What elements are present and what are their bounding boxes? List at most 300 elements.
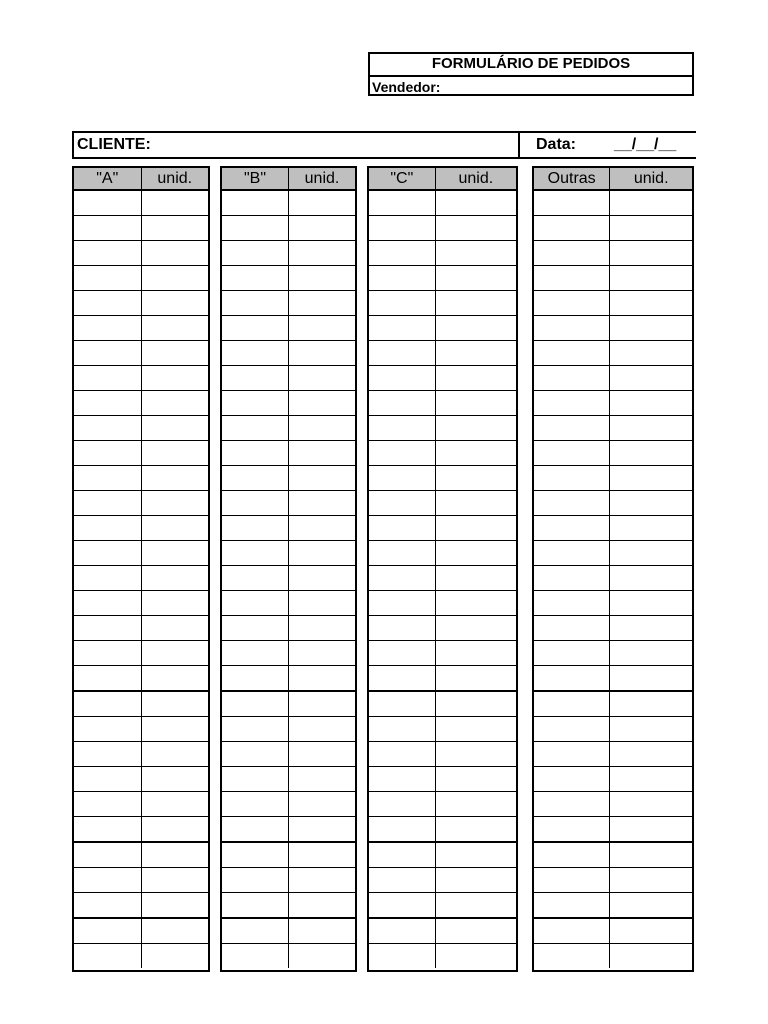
unid-cell[interactable]	[141, 566, 208, 591]
table-row	[534, 366, 692, 391]
unid-cell[interactable]	[141, 366, 208, 391]
unid-cell[interactable]	[610, 391, 692, 416]
unid-cell[interactable]	[610, 742, 692, 767]
unid-cell[interactable]	[435, 868, 516, 893]
table-row	[74, 742, 208, 767]
unid-cell[interactable]	[435, 516, 516, 541]
table-row	[74, 241, 208, 266]
item-cell[interactable]	[74, 717, 141, 742]
group-b	[220, 166, 357, 972]
unid-cell[interactable]	[289, 491, 356, 516]
item-cell[interactable]	[369, 893, 435, 919]
unid-cell[interactable]	[610, 416, 692, 441]
column-header-item: Outras	[534, 168, 610, 190]
unid-cell[interactable]	[610, 944, 692, 969]
item-cell[interactable]	[369, 516, 435, 541]
unid-cell[interactable]	[141, 291, 208, 316]
table-row	[74, 666, 208, 692]
item-cell[interactable]	[534, 893, 610, 919]
item-cell[interactable]	[74, 266, 141, 291]
unid-cell[interactable]	[289, 842, 356, 868]
column-header-unid: unid.	[610, 168, 692, 190]
item-cell[interactable]	[534, 691, 610, 717]
table-row	[222, 466, 355, 491]
unid-cell[interactable]	[435, 566, 516, 591]
item-cell[interactable]	[534, 742, 610, 767]
item-cell[interactable]	[74, 391, 141, 416]
unid-cell[interactable]	[141, 742, 208, 767]
item-cell[interactable]	[222, 291, 289, 316]
unid-cell[interactable]	[289, 466, 356, 491]
table-row	[222, 216, 355, 241]
unid-cell[interactable]	[435, 541, 516, 566]
vendedor-field[interactable]	[370, 77, 692, 98]
item-cell[interactable]	[534, 842, 610, 868]
unid-cell[interactable]	[610, 266, 692, 291]
item-cell[interactable]	[369, 190, 435, 216]
item-cell[interactable]	[534, 241, 610, 266]
unid-cell[interactable]	[289, 516, 356, 541]
unid-cell[interactable]	[141, 416, 208, 441]
item-cell[interactable]	[74, 817, 141, 843]
table-row	[74, 466, 208, 491]
unid-cell[interactable]	[141, 266, 208, 291]
item-cell[interactable]	[74, 666, 141, 692]
item-cell[interactable]	[222, 416, 289, 441]
table-row	[74, 190, 208, 216]
unid-cell[interactable]	[610, 868, 692, 893]
item-cell[interactable]	[222, 767, 289, 792]
unid-cell[interactable]	[610, 641, 692, 666]
item-cell[interactable]	[369, 341, 435, 366]
item-cell[interactable]	[74, 491, 141, 516]
item-cell[interactable]	[74, 566, 141, 591]
item-cell[interactable]	[369, 918, 435, 944]
item-cell[interactable]	[534, 591, 610, 616]
unid-cell[interactable]	[289, 893, 356, 919]
unid-cell[interactable]	[141, 541, 208, 566]
item-cell[interactable]	[369, 717, 435, 742]
item-cell[interactable]	[534, 918, 610, 944]
unid-cell[interactable]	[141, 516, 208, 541]
item-cell[interactable]	[74, 842, 141, 868]
item-cell[interactable]	[222, 190, 289, 216]
item-cell[interactable]	[222, 241, 289, 266]
table-row	[74, 691, 208, 717]
unid-cell[interactable]	[141, 641, 208, 666]
item-cell[interactable]	[222, 491, 289, 516]
table-row	[534, 641, 692, 666]
item-cell[interactable]	[534, 266, 610, 291]
unid-cell[interactable]	[289, 241, 356, 266]
item-cell[interactable]	[222, 316, 289, 341]
table-row	[222, 591, 355, 616]
unid-cell[interactable]	[610, 566, 692, 591]
unid-cell[interactable]	[435, 366, 516, 391]
unid-cell[interactable]	[610, 190, 692, 216]
unid-cell[interactable]	[435, 817, 516, 843]
item-cell[interactable]	[534, 391, 610, 416]
unid-cell[interactable]	[610, 817, 692, 843]
unid-cell[interactable]	[141, 341, 208, 366]
item-cell[interactable]	[369, 441, 435, 466]
item-cell[interactable]	[74, 918, 141, 944]
unid-cell[interactable]	[610, 441, 692, 466]
item-cell[interactable]	[534, 466, 610, 491]
unid-cell[interactable]	[141, 216, 208, 241]
table-header	[222, 168, 355, 190]
unid-cell[interactable]	[610, 918, 692, 944]
item-cell[interactable]	[534, 792, 610, 817]
unid-cell[interactable]	[610, 717, 692, 742]
item-cell[interactable]	[369, 491, 435, 516]
item-cell[interactable]	[369, 366, 435, 391]
unid-cell[interactable]	[435, 792, 516, 817]
unid-cell[interactable]	[289, 918, 356, 944]
item-cell[interactable]	[369, 792, 435, 817]
unid-cell[interactable]	[289, 691, 356, 717]
item-cell[interactable]	[222, 591, 289, 616]
item-cell[interactable]	[74, 441, 141, 466]
item-cell[interactable]	[222, 341, 289, 366]
unid-cell[interactable]	[435, 441, 516, 466]
item-cell[interactable]	[369, 216, 435, 241]
table-row	[369, 868, 516, 893]
item-cell[interactable]	[74, 944, 141, 969]
item-cell[interactable]	[369, 742, 435, 767]
unid-cell[interactable]	[141, 241, 208, 266]
unid-cell[interactable]	[289, 666, 356, 692]
item-cell[interactable]	[534, 717, 610, 742]
table-row	[369, 944, 516, 969]
item-cell[interactable]	[534, 767, 610, 792]
unid-cell[interactable]	[435, 241, 516, 266]
unid-cell[interactable]	[435, 266, 516, 291]
item-cell[interactable]	[369, 666, 435, 692]
unid-cell[interactable]	[289, 416, 356, 441]
unid-cell[interactable]	[141, 491, 208, 516]
item-cell[interactable]	[74, 516, 141, 541]
unid-cell[interactable]	[435, 616, 516, 641]
item-cell[interactable]	[74, 641, 141, 666]
unid-cell[interactable]	[435, 316, 516, 341]
unid-cell[interactable]	[141, 767, 208, 792]
item-cell[interactable]	[369, 266, 435, 291]
table-row	[369, 717, 516, 742]
unid-cell[interactable]	[289, 566, 356, 591]
unid-cell[interactable]	[610, 366, 692, 391]
item-cell[interactable]	[74, 792, 141, 817]
unid-cell[interactable]	[610, 792, 692, 817]
item-cell[interactable]	[369, 566, 435, 591]
unid-cell[interactable]	[141, 391, 208, 416]
item-cell[interactable]	[369, 541, 435, 566]
unid-cell[interactable]	[610, 241, 692, 266]
item-cell[interactable]	[74, 742, 141, 767]
table-row	[74, 541, 208, 566]
item-cell[interactable]	[369, 641, 435, 666]
unid-cell[interactable]	[435, 190, 516, 216]
item-cell[interactable]	[369, 944, 435, 969]
unid-cell[interactable]	[289, 266, 356, 291]
unid-cell[interactable]	[289, 817, 356, 843]
unid-cell[interactable]	[610, 341, 692, 366]
item-cell[interactable]	[534, 516, 610, 541]
unid-cell[interactable]	[289, 190, 356, 216]
item-cell[interactable]	[222, 944, 289, 969]
unid-cell[interactable]	[610, 316, 692, 341]
unid-cell[interactable]	[289, 944, 356, 969]
unid-cell[interactable]	[141, 616, 208, 641]
unid-cell[interactable]	[289, 216, 356, 241]
item-cell[interactable]	[222, 717, 289, 742]
unid-cell[interactable]	[289, 792, 356, 817]
item-cell[interactable]	[534, 817, 610, 843]
item-cell[interactable]	[369, 691, 435, 717]
unid-cell[interactable]	[435, 944, 516, 969]
item-cell[interactable]	[222, 266, 289, 291]
item-cell[interactable]	[222, 842, 289, 868]
item-cell[interactable]	[222, 366, 289, 391]
unid-cell[interactable]	[610, 541, 692, 566]
order-table	[222, 168, 355, 968]
item-cell[interactable]	[222, 893, 289, 919]
table-row	[74, 391, 208, 416]
unid-cell[interactable]	[435, 666, 516, 692]
unid-cell[interactable]	[289, 767, 356, 792]
unid-cell[interactable]	[435, 591, 516, 616]
item-cell[interactable]	[222, 616, 289, 641]
item-cell[interactable]	[369, 616, 435, 641]
table-row	[534, 591, 692, 616]
item-cell[interactable]	[222, 868, 289, 893]
data-field[interactable]: __/__/__	[614, 136, 677, 153]
unid-cell[interactable]	[610, 691, 692, 717]
unid-cell[interactable]	[141, 842, 208, 868]
table-row	[74, 591, 208, 616]
unid-cell[interactable]	[289, 391, 356, 416]
item-cell[interactable]	[534, 641, 610, 666]
table-row	[534, 566, 692, 591]
table-row	[369, 893, 516, 919]
unid-cell[interactable]	[141, 666, 208, 692]
unid-cell[interactable]	[610, 491, 692, 516]
unid-cell[interactable]	[610, 893, 692, 919]
group-outras	[532, 166, 694, 972]
item-cell[interactable]	[222, 216, 289, 241]
item-cell[interactable]	[222, 918, 289, 944]
item-cell[interactable]	[369, 291, 435, 316]
unid-cell[interactable]	[289, 541, 356, 566]
item-cell[interactable]	[534, 541, 610, 566]
item-cell[interactable]	[74, 341, 141, 366]
column-header-unid: unid.	[289, 168, 356, 190]
client-bar	[72, 131, 696, 159]
unid-cell[interactable]	[435, 918, 516, 944]
unid-cell[interactable]	[435, 466, 516, 491]
unid-cell[interactable]	[435, 767, 516, 792]
item-cell[interactable]	[369, 842, 435, 868]
table-row	[534, 541, 692, 566]
item-cell[interactable]	[74, 366, 141, 391]
item-cell[interactable]	[74, 868, 141, 893]
table-row	[74, 441, 208, 466]
item-cell[interactable]	[534, 616, 610, 641]
item-cell[interactable]	[534, 416, 610, 441]
table-row	[222, 868, 355, 893]
item-cell[interactable]	[74, 190, 141, 216]
item-cell[interactable]	[369, 817, 435, 843]
unid-cell[interactable]	[610, 767, 692, 792]
item-cell[interactable]	[534, 868, 610, 893]
item-cell[interactable]	[74, 241, 141, 266]
unid-cell[interactable]	[610, 291, 692, 316]
table-row	[369, 616, 516, 641]
item-cell[interactable]	[369, 241, 435, 266]
unid-cell[interactable]	[141, 591, 208, 616]
unid-cell[interactable]	[435, 691, 516, 717]
item-cell[interactable]	[369, 391, 435, 416]
item-cell[interactable]	[74, 291, 141, 316]
table-row	[74, 817, 208, 843]
unid-cell[interactable]	[141, 717, 208, 742]
item-cell[interactable]	[222, 391, 289, 416]
item-cell[interactable]	[369, 591, 435, 616]
unid-cell[interactable]	[289, 341, 356, 366]
item-cell[interactable]	[74, 893, 141, 919]
unid-cell[interactable]	[141, 316, 208, 341]
unid-cell[interactable]	[289, 616, 356, 641]
item-cell[interactable]	[534, 441, 610, 466]
item-cell[interactable]	[74, 216, 141, 241]
unid-cell[interactable]	[141, 466, 208, 491]
item-cell[interactable]	[222, 792, 289, 817]
item-cell[interactable]	[74, 691, 141, 717]
item-cell[interactable]	[222, 516, 289, 541]
unid-cell[interactable]	[435, 742, 516, 767]
unid-cell[interactable]	[289, 717, 356, 742]
table-row	[74, 944, 208, 969]
unid-cell[interactable]	[289, 641, 356, 666]
item-cell[interactable]	[534, 491, 610, 516]
item-cell[interactable]	[74, 767, 141, 792]
unid-cell[interactable]	[610, 591, 692, 616]
table-row	[534, 391, 692, 416]
unid-cell[interactable]	[435, 641, 516, 666]
table-row	[222, 817, 355, 843]
item-cell[interactable]	[222, 441, 289, 466]
unid-cell[interactable]	[435, 842, 516, 868]
item-cell[interactable]	[74, 416, 141, 441]
table-row	[222, 491, 355, 516]
item-cell[interactable]	[534, 341, 610, 366]
table-row	[222, 842, 355, 868]
item-cell[interactable]	[222, 466, 289, 491]
item-cell[interactable]	[534, 190, 610, 216]
item-cell[interactable]	[534, 566, 610, 591]
item-cell[interactable]	[534, 216, 610, 241]
item-cell[interactable]	[222, 691, 289, 717]
unid-cell[interactable]	[141, 441, 208, 466]
item-cell[interactable]	[369, 767, 435, 792]
table-row	[369, 842, 516, 868]
unid-cell[interactable]	[141, 792, 208, 817]
unid-cell[interactable]	[141, 190, 208, 216]
unid-cell[interactable]	[610, 666, 692, 692]
unid-cell[interactable]	[610, 616, 692, 641]
unid-cell[interactable]	[141, 691, 208, 717]
unid-cell[interactable]	[289, 441, 356, 466]
item-cell[interactable]	[74, 541, 141, 566]
item-cell[interactable]	[534, 291, 610, 316]
item-cell[interactable]	[222, 666, 289, 692]
item-cell[interactable]	[222, 541, 289, 566]
unid-cell[interactable]	[141, 817, 208, 843]
unid-cell[interactable]	[435, 491, 516, 516]
unid-cell[interactable]	[289, 366, 356, 391]
table-row	[369, 591, 516, 616]
table-row	[222, 566, 355, 591]
item-cell[interactable]	[222, 641, 289, 666]
table-row	[74, 868, 208, 893]
table-row	[369, 441, 516, 466]
unid-cell[interactable]	[289, 316, 356, 341]
table-row	[222, 341, 355, 366]
item-cell[interactable]	[222, 566, 289, 591]
unid-cell[interactable]	[435, 717, 516, 742]
unid-cell[interactable]	[141, 893, 208, 919]
item-cell[interactable]	[369, 316, 435, 341]
table-row	[222, 266, 355, 291]
item-cell[interactable]	[74, 616, 141, 641]
table-row	[534, 491, 692, 516]
item-cell[interactable]	[74, 466, 141, 491]
unid-cell[interactable]	[141, 868, 208, 893]
table-row	[369, 541, 516, 566]
unid-cell[interactable]	[610, 842, 692, 868]
item-cell[interactable]	[369, 868, 435, 893]
unid-cell[interactable]	[289, 742, 356, 767]
item-cell[interactable]	[222, 742, 289, 767]
item-cell[interactable]	[369, 416, 435, 441]
unid-cell[interactable]	[435, 341, 516, 366]
vendedor-label: Vendedor:	[372, 79, 441, 95]
unid-cell[interactable]	[435, 391, 516, 416]
item-cell[interactable]	[74, 316, 141, 341]
table-row	[369, 691, 516, 717]
unid-cell[interactable]	[610, 466, 692, 491]
unid-cell[interactable]	[141, 944, 208, 969]
unid-cell[interactable]	[141, 918, 208, 944]
unid-cell[interactable]	[435, 893, 516, 919]
unid-cell[interactable]	[610, 216, 692, 241]
unid-cell[interactable]	[289, 868, 356, 893]
item-cell[interactable]	[534, 366, 610, 391]
unid-cell[interactable]	[435, 416, 516, 441]
unid-cell[interactable]	[289, 591, 356, 616]
item-cell[interactable]	[222, 817, 289, 843]
item-cell[interactable]	[534, 316, 610, 341]
item-cell[interactable]	[534, 666, 610, 692]
unid-cell[interactable]	[289, 291, 356, 316]
unid-cell[interactable]	[435, 291, 516, 316]
item-cell[interactable]	[369, 466, 435, 491]
table-row	[369, 466, 516, 491]
item-cell[interactable]	[534, 944, 610, 969]
unid-cell[interactable]	[435, 216, 516, 241]
item-cell[interactable]	[74, 591, 141, 616]
unid-cell[interactable]	[610, 516, 692, 541]
